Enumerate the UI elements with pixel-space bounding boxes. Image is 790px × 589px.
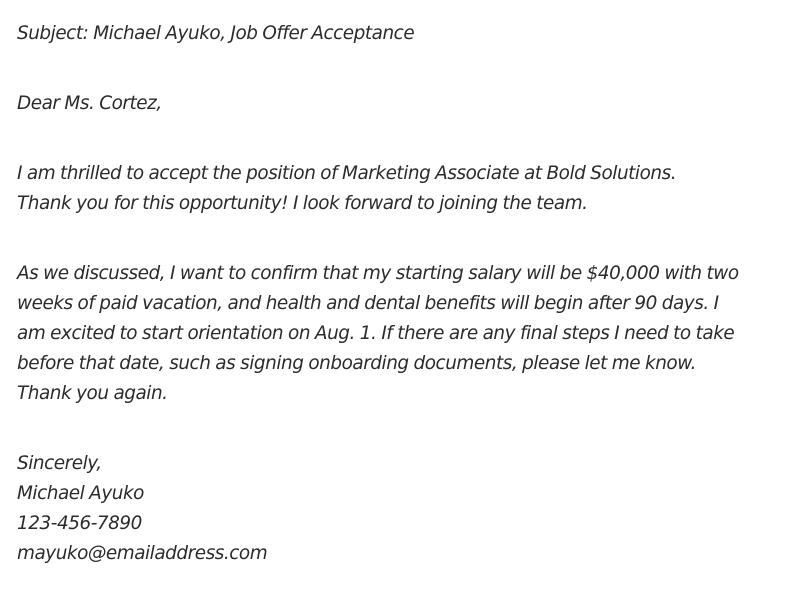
signature-closing: Sincerely,	[17, 453, 102, 474]
paragraph-acceptance: I am thrilled to accept the position of Marketing Associate at Bold Solutions. Thank you for this opportunity! I look forward to joining the team.	[17, 163, 677, 214]
greeting: Dear Ms. Cortez,	[17, 93, 162, 114]
subject-line: Subject: Michael Ayuko, Job Offer Acceptance	[17, 23, 415, 44]
signature-email: mayuko@emailaddress.com	[17, 543, 268, 564]
paragraph-details: As we discussed, I want to confirm that my starting salary will be $40,000 with two weeks of paid vacation, and health and dental benefits will begin after 90 days. I am excited to start orientation on Aug. 1. If there are any final steps I need to take before that date, such as signing onboarding documents, please let me know. Thank you again.	[17, 263, 739, 404]
signature-block	[17, 449, 757, 569]
signature-phone: 123-456-7890	[17, 513, 142, 534]
letter-body	[17, 19, 757, 569]
signature-name: Michael Ayuko	[17, 483, 144, 504]
